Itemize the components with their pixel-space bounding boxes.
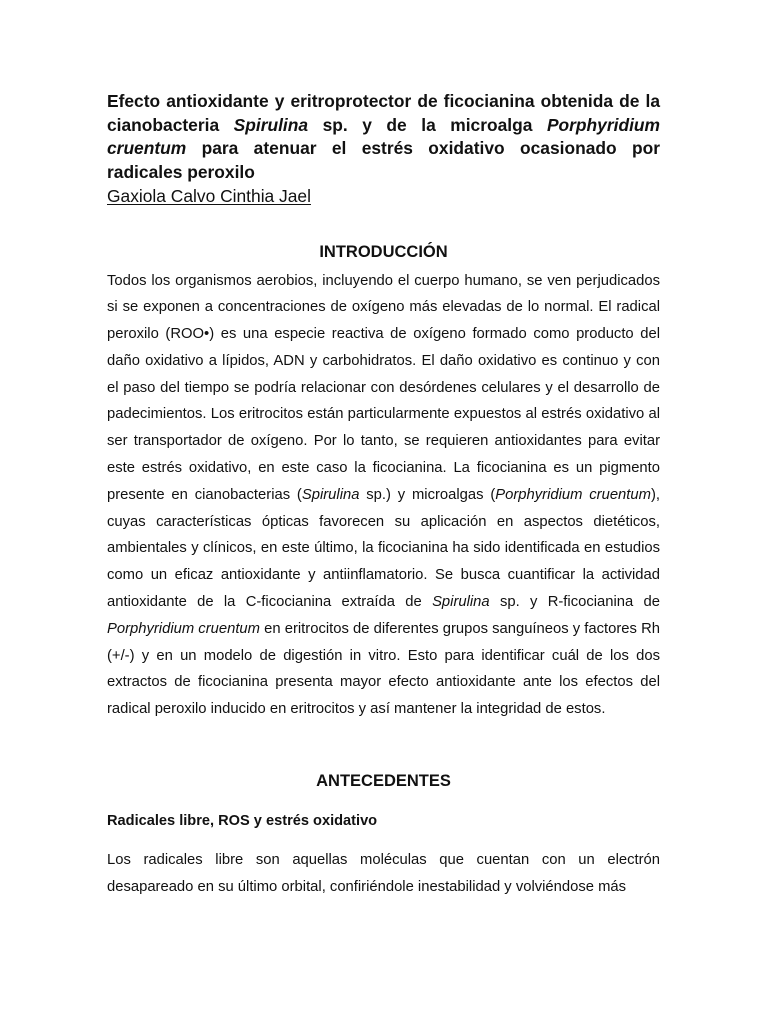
author-name: Gaxiola Calvo Cinthia Jael: [107, 186, 311, 206]
introduction-heading: INTRODUCCIÓN: [319, 242, 448, 261]
document-title: [107, 90, 660, 184]
title-text-3: para atenuar el estrés oxidativo ocasionado por radicales peroxilo: [107, 138, 660, 182]
intro-text-4: sp. y R-ficocianina de: [489, 594, 660, 611]
intro-italic-3: Spirulina: [432, 594, 490, 611]
title-text-2: sp. y de la microalga: [308, 114, 547, 135]
intro-text-5: en eritrocitos de diferentes grupos sanguíneos y factores Rh (+/-) y en un modelo de digestión in vitro. Esto para identificar cuál de los dos extractos de ficocianina presenta mayor efecto antioxidante ante los efectos del radical peroxilo inducido en eritrocitos y así mantener la integridad de estos.: [107, 620, 660, 718]
intro-italic-1: Spirulina: [301, 486, 360, 503]
antecedentes-heading: ANTECEDENTES: [316, 772, 451, 791]
document-content: [107, 90, 660, 901]
intro-italic-2: Porphyridium cruentum: [495, 486, 651, 503]
intro-text-3: ), cuyas características ópticas favorecen su aplicación en aspectos dietéticos, ambientales y clínicos, en este último, la ficocianina ha sido identificada en estudios como un eficaz antioxidante y antiinflamatorio. Se busca cuantificar la actividad antioxidante de la C-ficocianina extraída de: [107, 486, 661, 611]
title-italic-spirulina: Spirulina: [233, 114, 309, 135]
title-text-1: Efecto antioxidante y eritroprotector de ficocianina obtenida de la cianobacteria: [107, 91, 660, 135]
intro-text-1: Todos los organismos aerobios, incluyendo el cuerpo humano, se ven perjudicados si se exponen a concentraciones de oxígeno más elevadas de lo normal. El radical peroxilo (ROO•) es una especie reactiva de oxígeno formado como producto del daño oxidativo a lípidos, ADN y carbohidratos. El daño oxidativo es continuo y con el paso del tiempo se podría relacionar con desórdenes celulares y el desarrollo de padecimientos. Los eritrocitos están particularmente expuestos al estrés oxidativo al ser transportador de oxígeno. Por lo tanto, se requieren antioxidantes para evitar este estrés oxidativo, en este caso la ficocianina. La ficocianina es un pigmento presente en cianobacterias (: [107, 272, 660, 503]
title-italic-porphyridium: Porphyridium cruentum: [107, 114, 660, 158]
intro-text-2: sp.) y microalgas (: [359, 486, 496, 503]
antecedentes-subheading: Radicales libre, ROS y estrés oxidativo: [107, 813, 378, 830]
introduction-paragraph: [107, 268, 660, 724]
antecedentes-paragraph: Los radicales libre son aquellas moléculas que cuentan con un electrón desapareado en su último orbital, confiriéndole inestabilidad y volviéndose más: [107, 852, 660, 895]
intro-italic-4: Porphyridium cruentum: [107, 620, 260, 637]
